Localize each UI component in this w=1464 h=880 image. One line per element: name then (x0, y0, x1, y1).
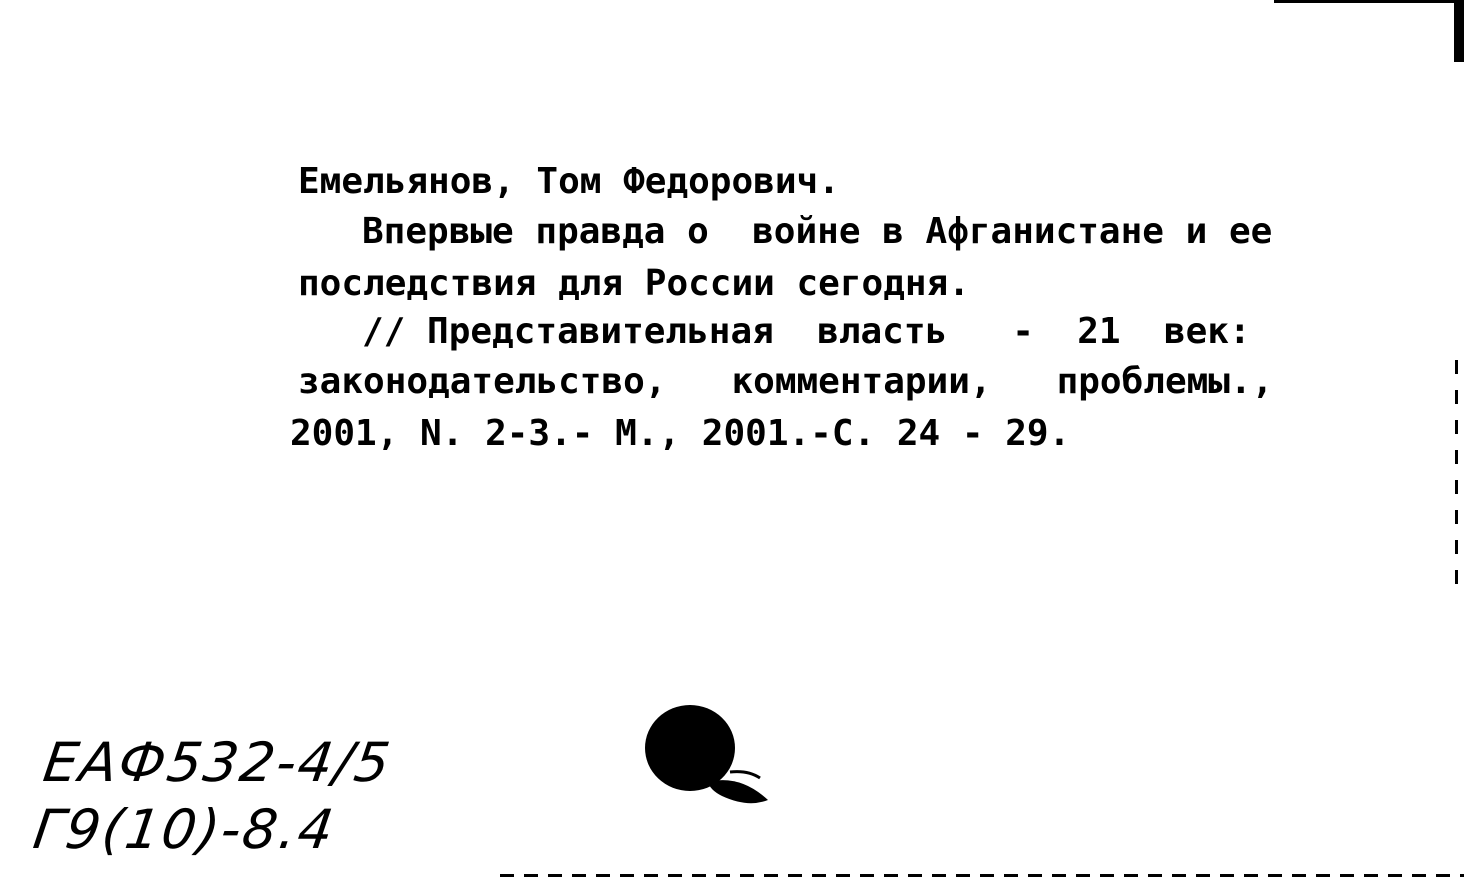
author-heading: Емельянов, Том Федорович. (298, 161, 840, 202)
card-edge-line (1274, 0, 1454, 3)
call-number-handwritten: ЕАФ532-4/5 (39, 731, 396, 794)
punch-hole-icon (640, 700, 790, 820)
card-side-marks (1455, 360, 1458, 600)
imprint-line: 2001, N. 2-3.- М., 2001.-С. 24 - 29. (290, 413, 1071, 454)
source-line-1: // Представительная власть - 21 век: (362, 311, 1251, 352)
source-line-2: законодательство, комментарии, проблемы., (298, 361, 1274, 402)
card-bottom-edge (500, 874, 1464, 877)
card-edge-mark (1454, 0, 1464, 62)
title-line-1: Впервые правда о войне в Афганистане и ее (362, 211, 1273, 252)
classification-handwritten: Г9(10)-8.4 (29, 798, 340, 861)
title-line-2: последствия для России сегодня. (298, 263, 970, 304)
